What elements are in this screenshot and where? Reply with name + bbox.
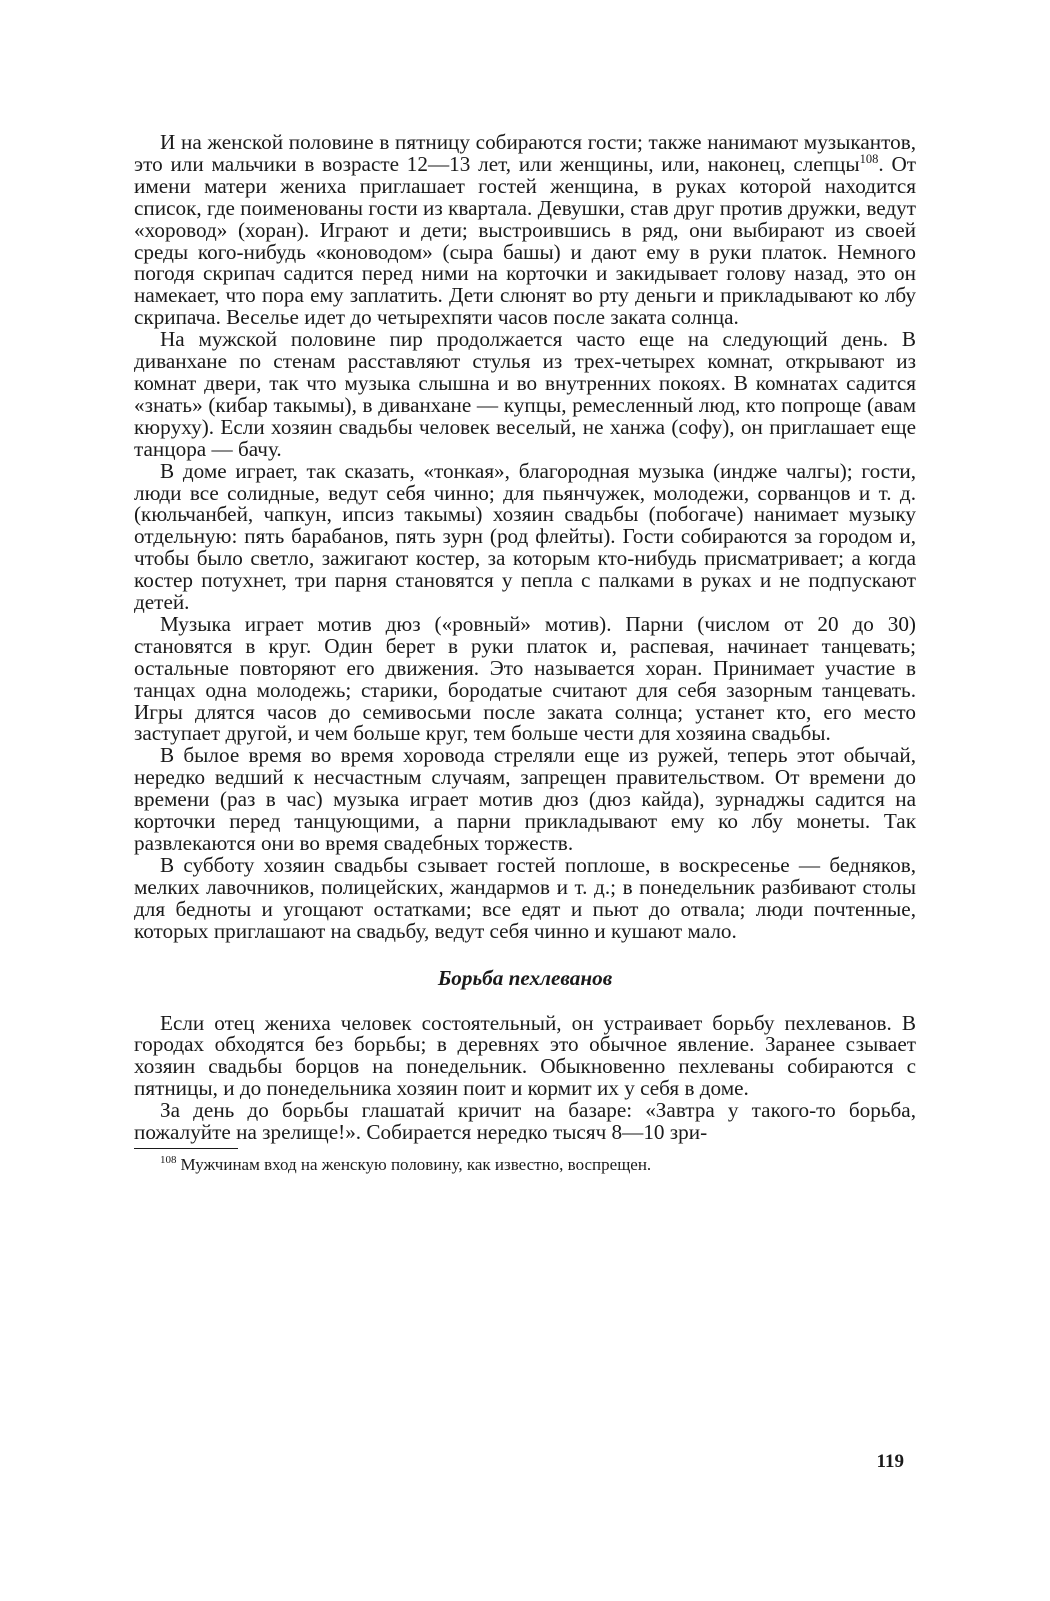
paragraph-4: Музыка играет мотив дюз («ровный» мотив). Парни (числом от 20 до 30) становятся в круг. Один берет в руки платок и, распевая, начинает танцевать; остальные повторяют его движения. Это называется хоран. Принимает участие в танцах одна молодежь; старики, бородатые считают для себя зазорным танцевать. Игры длятся часов до семивосьми после заката солнца; устанет кто, его место заступает другой, и чем больше круг, тем больше чести для хозяина свадьбы. [134,611,916,746]
paragraph-1-end: . От имени матери жениха приглашает гостей женщина, в руках которой находится список, где поименованы гости из квартала. Девушки, став друг против дружки, ведут «хоровод» (хоран). Играют и дети; выстроившись в ряд, они выбирают из своей среды кого-нибудь «коноводом» (сыра башы) и дают ему в руки платок. Немного погодя скрипач садится перед ними на корточки и закидывает голову назад, это он намекает, что пора ему заплатить. Дети слюнят во рту деньги и прикладывают ко лбу скрипача. Веселье идет до четырехпяти часов после заката солнца. [134,151,917,330]
footnote-text: Мужчинам вход на женскую половину, как известно, воспрещен. [180,1154,652,1174]
page-number: 119 [876,1451,904,1472]
paragraph-6: В субботу хозяин свадьбы сзывает гостей поплоше, в воскресенье — бедняков, мелких лавочников, полицейских, жандармов и т. д.; в понедельник разбивают столы для бедноты и угощают остатками; все едят и пьют до отвала; люди почтенные, которых приглашают на свадьбу, ведут себя чинно и кушают мало. [134,852,916,943]
paragraph-1-start: И на женской половине в пятницу собираются гости; также нанимают музыкантов, это или мальчики в возрасте 12—13 лет, или женщины, или, наконец, слепцы [134,130,916,176]
section-paragraph-1: Если отец жениха человек состоятельный, он устраивает борьбу пехлеванов. В городах обходятся без борьбы; в деревнях это обычное явление. Заранее сзывает хозяин свадьбы борцов на понедельник. Обыкновенно пехлеваны собираются с пятницы, и до понедельника хозяин поит и кормит их у себя в доме. [134,1010,916,1101]
paragraph-5: В былое время во время хоровода стреляли еще из ружей, теперь этот обычай, нередко ведший к несчастным случаям, запрещен правительством. От времени до времени (раз в час) музыка играет мотив дюз (дюз кайда), зурнаджы садится на корточки перед танцующими, а парни прикладывают ему ко лбу монеты. Так развлекаются они во время свадебных торжеств. [134,743,916,855]
page-content [134,132,916,1175]
section-heading: Борьба пехлеванов [437,965,613,990]
footnote-number: 108 [160,1154,177,1167]
paragraph-2: На мужской половине пир продолжается часто еще на следующий день. В диванхане по стенам расставляют стулья из трех-четырех комнат, открывают из комнат двери, так что музыка слышна и во внутренних покоях. В комнатах садится «знать» (кибар такымы), в диванхане — купцы, ремесленный люд, кто попроще (авам кюрyху). Если хозяин свадьбы человек веселый, не ханжа (софу), он приглашает еще танцора — бачу. [134,327,916,461]
section-paragraph-2: За день до борьбы глашатай кричит на базаре: «Завтра у такого-то борьба, пожалуйте на зрелище!». Собирается нередко тысяч 8—10 зри- [134,1098,916,1145]
footnote-reference: 108 [859,151,879,166]
paragraph-1 [134,132,916,329]
footnote [134,1155,916,1175]
footnote-divider [134,1148,238,1149]
paragraph-3: В доме играет, так сказать, «тонкая», благородная музыка (индже чалгы); гости, люди все солидные, ведут себя чинно; для пьянчужек, молодежи, сорванцов и т. д. (кюльчанбей, чапкун, ипсиз такымы) хозяин свадьбы (побогаче) нанимает музыку отдельную: пять барабанов, пять зурн (род флейты). Гости собираются за городом и, чтобы было светло, зажигают костер, за которым кто-нибудь присматривает; а когда костер потухнет, три парня становятся у пепла с палками в руках и не подпускают детей. [134,458,916,615]
